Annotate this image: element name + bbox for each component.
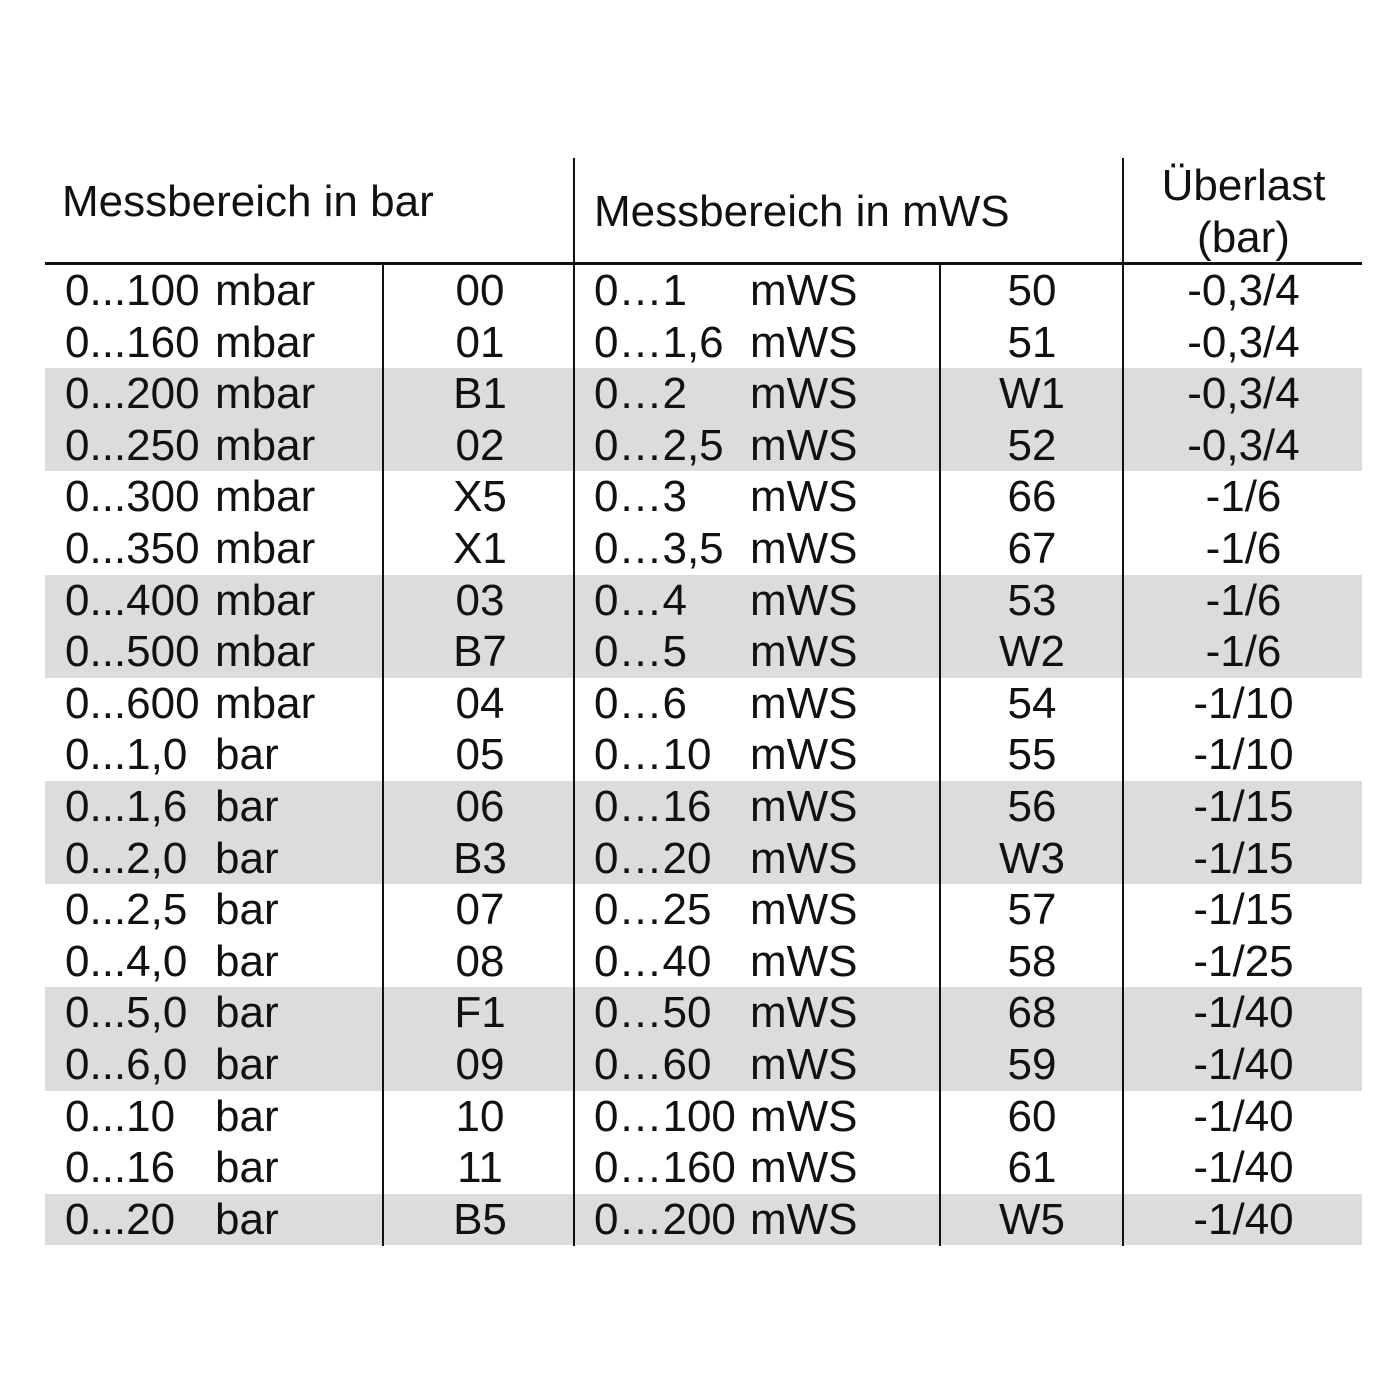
cell-mws-unit: mWS (750, 575, 858, 625)
table-row (45, 729, 1362, 781)
header-overload-line1: Überlast (1161, 161, 1326, 210)
cell-mws-unit: mWS (750, 627, 858, 677)
cell-bar-code: B5 (453, 1194, 507, 1244)
cell-mws-range: 0…40 (594, 936, 712, 986)
table-row (45, 1039, 1362, 1091)
cell-overload: -1/40 (1193, 1040, 1294, 1089)
table-row (45, 987, 1362, 1039)
cell-mws-code: W1 (999, 369, 1065, 419)
cell-mws-code: 68 (1007, 988, 1057, 1038)
cell-mws-range: 0…60 (594, 1040, 712, 1089)
cell-mws-unit: mWS (750, 1040, 858, 1089)
cell-mws-code: 66 (1007, 472, 1057, 522)
cell-mws-unit: mWS (750, 782, 858, 831)
cell-bar-range: 0...500 (65, 627, 200, 677)
cell-overload: -1/6 (1205, 472, 1282, 522)
cell-bar-unit: bar (215, 833, 279, 883)
cell-mws-unit: mWS (750, 1143, 858, 1193)
cell-bar-code: 06 (455, 782, 505, 831)
cell-mws-unit: mWS (750, 936, 858, 986)
cell-mws-range: 0…200 (594, 1194, 736, 1244)
cell-mws-unit: mWS (750, 678, 858, 728)
cell-bar-range: 0...350 (65, 524, 200, 573)
cell-bar-unit: mbar (215, 472, 316, 522)
cell-bar-code: 10 (455, 1091, 505, 1141)
cell-bar-code: 04 (455, 678, 505, 728)
divider-mws-code (939, 264, 941, 1246)
cell-mws-range: 0…25 (594, 885, 712, 935)
cell-bar-range: 0...16 (65, 1143, 176, 1193)
cell-mws-range: 0…6 (594, 678, 687, 728)
cell-bar-range: 0...20 (65, 1194, 176, 1244)
cell-bar-unit: mbar (215, 420, 316, 470)
table-row (45, 884, 1362, 936)
cell-mws-unit: mWS (750, 730, 858, 780)
cell-bar-range: 0...1,0 (65, 730, 188, 780)
cell-mws-range: 0…3 (594, 472, 687, 522)
cell-overload: -0,3/4 (1187, 420, 1300, 470)
header-overload-line2: (bar) (1197, 213, 1290, 262)
cell-bar-code: B7 (453, 627, 507, 677)
cell-bar-range: 0...600 (65, 678, 200, 728)
cell-bar-range: 0...5,0 (65, 988, 188, 1038)
cell-mws-range: 0…2,5 (594, 420, 724, 470)
cell-bar-range: 0...160 (65, 317, 200, 367)
cell-overload: -1/15 (1193, 782, 1294, 831)
cell-bar-unit: mbar (215, 678, 316, 728)
cell-mws-range: 0…100 (594, 1091, 736, 1141)
cell-bar-range: 0...300 (65, 472, 200, 522)
cell-mws-range: 0…20 (594, 833, 712, 883)
cell-mws-unit: mWS (750, 885, 858, 935)
cell-mws-code: 59 (1007, 1040, 1057, 1089)
cell-mws-code: W2 (999, 627, 1065, 677)
cell-bar-unit: bar (215, 1194, 279, 1244)
table-row (45, 471, 1362, 523)
cell-mws-unit: mWS (750, 472, 858, 522)
cell-mws-range: 0…10 (594, 730, 712, 780)
cell-bar-unit: bar (215, 1143, 279, 1193)
divider-section (573, 158, 575, 1246)
divider-bar-code (382, 264, 384, 1246)
cell-bar-code: 07 (455, 885, 505, 935)
cell-overload: -0,3/4 (1187, 266, 1300, 315)
cell-bar-range: 0...10 (65, 1091, 176, 1141)
cell-overload: -1/6 (1205, 575, 1282, 625)
cell-mws-code: 53 (1007, 575, 1057, 625)
cell-mws-range: 0…1 (594, 266, 687, 315)
cell-overload: -1/10 (1193, 730, 1294, 780)
cell-mws-unit: mWS (750, 317, 858, 367)
cell-bar-code: 09 (455, 1040, 505, 1089)
cell-mws-code: 58 (1007, 936, 1057, 986)
cell-bar-unit: mbar (215, 266, 316, 315)
cell-bar-unit: bar (215, 730, 279, 780)
cell-mws-range: 0…160 (594, 1143, 736, 1193)
table-row (45, 575, 1362, 627)
cell-bar-unit: bar (215, 782, 279, 831)
cell-mws-code: 67 (1007, 524, 1057, 573)
table-row (45, 1194, 1362, 1246)
table-row (45, 833, 1362, 885)
table-row (45, 265, 1362, 317)
cell-bar-range: 0...6,0 (65, 1040, 188, 1089)
cell-bar-unit: mbar (215, 369, 316, 419)
cell-bar-code: 05 (455, 730, 505, 780)
cell-overload: -0,3/4 (1187, 369, 1300, 419)
cell-mws-code: 61 (1007, 1143, 1057, 1193)
cell-bar-unit: bar (215, 1091, 279, 1141)
cell-bar-code: 01 (455, 317, 505, 367)
cell-overload: -1/40 (1193, 1143, 1294, 1193)
cell-bar-range: 0...2,0 (65, 833, 188, 883)
cell-bar-unit: mbar (215, 524, 316, 573)
cell-bar-code: X5 (453, 472, 507, 522)
cell-mws-unit: mWS (750, 420, 858, 470)
cell-mws-code: 57 (1007, 885, 1057, 935)
cell-mws-unit: mWS (750, 369, 858, 419)
cell-bar-code: 08 (455, 936, 505, 986)
cell-bar-unit: bar (215, 988, 279, 1038)
cell-mws-unit: mWS (750, 988, 858, 1038)
cell-mws-range: 0…5 (594, 627, 687, 677)
cell-mws-unit: mWS (750, 266, 858, 315)
cell-bar-range: 0...250 (65, 420, 200, 470)
table-row (45, 523, 1362, 575)
cell-mws-code: 54 (1007, 678, 1057, 728)
cell-bar-range: 0...200 (65, 369, 200, 419)
cell-mws-code: 60 (1007, 1091, 1057, 1141)
cell-mws-range: 0…4 (594, 575, 687, 625)
cell-mws-range: 0…50 (594, 988, 712, 1038)
cell-bar-code: B3 (453, 833, 507, 883)
cell-bar-code: 02 (455, 420, 505, 470)
cell-mws-code: 55 (1007, 730, 1057, 780)
header-overload (1125, 160, 1362, 264)
cell-overload: -1/25 (1193, 936, 1294, 986)
cell-bar-code: B1 (453, 369, 507, 419)
cell-bar-unit: mbar (215, 575, 316, 625)
table-row (45, 626, 1362, 678)
cell-overload: -1/15 (1193, 833, 1294, 883)
header-bar-range: Messbereich in bar (62, 177, 434, 226)
table-row (45, 1142, 1362, 1194)
cell-mws-range: 0…16 (594, 782, 712, 831)
cell-bar-code: 00 (455, 266, 505, 315)
table-row (45, 781, 1362, 833)
cell-mws-range: 0…2 (594, 369, 687, 419)
header-mws-range: Messbereich in mWS (594, 187, 1010, 236)
cell-bar-code: X1 (453, 524, 507, 573)
cell-mws-code: 52 (1007, 420, 1057, 470)
table-row (45, 368, 1362, 420)
cell-mws-unit: mWS (750, 524, 858, 573)
cell-overload: -1/15 (1193, 885, 1294, 935)
cell-bar-unit: mbar (215, 627, 316, 677)
cell-overload: -1/40 (1193, 988, 1294, 1038)
cell-mws-range: 0…3,5 (594, 524, 724, 573)
header-divider (45, 262, 1362, 265)
cell-mws-code: 56 (1007, 782, 1057, 831)
cell-overload: -1/10 (1193, 678, 1294, 728)
cell-overload: -0,3/4 (1187, 317, 1300, 367)
cell-bar-unit: bar (215, 1040, 279, 1089)
cell-overload: -1/40 (1193, 1091, 1294, 1141)
cell-bar-code: 03 (455, 575, 505, 625)
cell-bar-range: 0...4,0 (65, 936, 188, 986)
cell-bar-unit: mbar (215, 317, 316, 367)
cell-mws-unit: mWS (750, 833, 858, 883)
cell-mws-unit: mWS (750, 1194, 858, 1244)
cell-bar-code: 11 (457, 1143, 503, 1193)
cell-bar-range: 0...2,5 (65, 885, 188, 935)
cell-bar-code: F1 (454, 988, 506, 1038)
cell-overload: -1/6 (1205, 524, 1282, 573)
table-row (45, 317, 1362, 369)
cell-bar-range: 0...400 (65, 575, 200, 625)
table-row (45, 420, 1362, 472)
table-row (45, 678, 1362, 730)
cell-bar-range: 0...1,6 (65, 782, 188, 831)
cell-mws-unit: mWS (750, 1091, 858, 1141)
cell-mws-range: 0…1,6 (594, 317, 724, 367)
cell-bar-range: 0...100 (65, 266, 200, 315)
cell-overload: -1/6 (1205, 627, 1282, 677)
cell-overload: -1/40 (1193, 1194, 1294, 1244)
table-row (45, 936, 1362, 988)
divider-overload (1122, 158, 1124, 1246)
cell-bar-unit: bar (215, 885, 279, 935)
cell-mws-code: 50 (1007, 266, 1057, 315)
cell-mws-code: W3 (999, 833, 1065, 883)
table-row (45, 1091, 1362, 1143)
cell-mws-code: W5 (999, 1194, 1065, 1244)
cell-bar-unit: bar (215, 936, 279, 986)
cell-mws-code: 51 (1007, 317, 1057, 367)
